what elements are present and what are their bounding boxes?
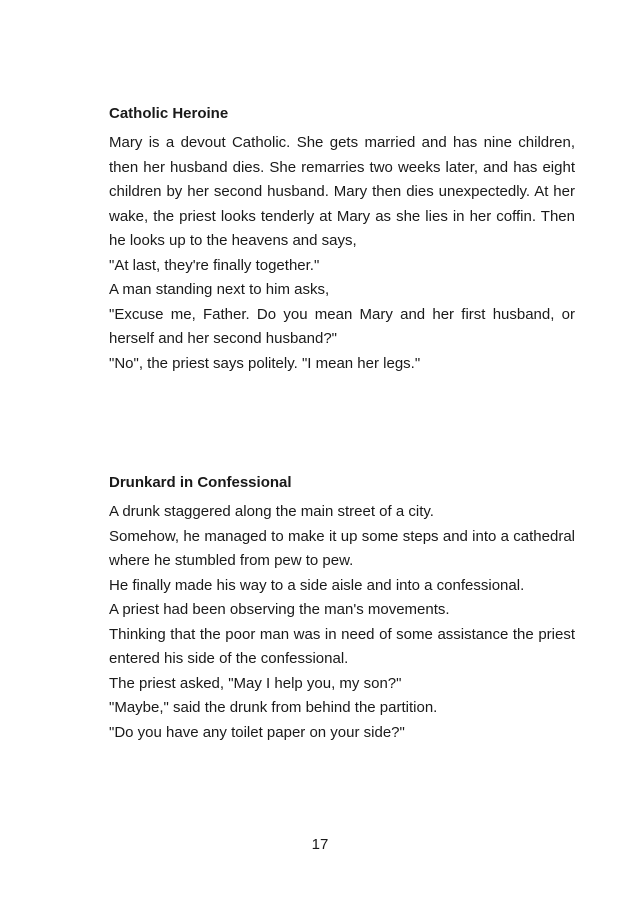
story-paragraph: Somehow, he managed to make it up some steps and into a cathedral where he stumbled from pew to pew. <box>109 527 575 569</box>
story-title: Catholic Heroine <box>109 105 229 122</box>
page-number: 17 <box>311 836 329 853</box>
story-paragraph: "No", the priest says politely. "I mean her legs." <box>109 354 421 372</box>
story-paragraph: A priest had been observing the man's movements. <box>109 601 450 618</box>
story-paragraph: Thinking that the poor man was in need of some assistance the priest entered his side of the confessional. <box>109 625 575 667</box>
story-paragraph: He finally made his way to a side aisle and into a confessional. <box>109 576 525 594</box>
story-title: Drunkard in Confessional <box>109 474 292 491</box>
story-paragraph: "Do you have any toilet paper on your side?" <box>109 723 405 741</box>
story-paragraph: "At last, they're finally together." <box>109 256 320 274</box>
story-paragraph: A drunk staggered along the main street of a city. <box>109 503 434 520</box>
story-paragraph: "Excuse me, Father. Do you mean Mary and her first husband, or herself and her second husband?" <box>109 305 575 347</box>
story-drunkard-in-confessional <box>109 473 575 745</box>
story-paragraph: Mary is a devout Catholic. She gets married and has nine children, then her husband dies. She remarries two weeks later, and has eight children by her second husband. Mary then dies unexpectedly. At her wake, the priest looks tenderly at Mary as she lies in her coffin. Then he looks up to the heavens and says, <box>109 134 575 249</box>
story-paragraph: "Maybe," said the drunk from behind the partition. <box>109 699 438 716</box>
story-paragraph: A man standing next to him asks, <box>109 281 330 298</box>
story-catholic-heroine <box>109 104 575 376</box>
story-paragraph: The priest asked, "May I help you, my son?" <box>109 674 402 692</box>
